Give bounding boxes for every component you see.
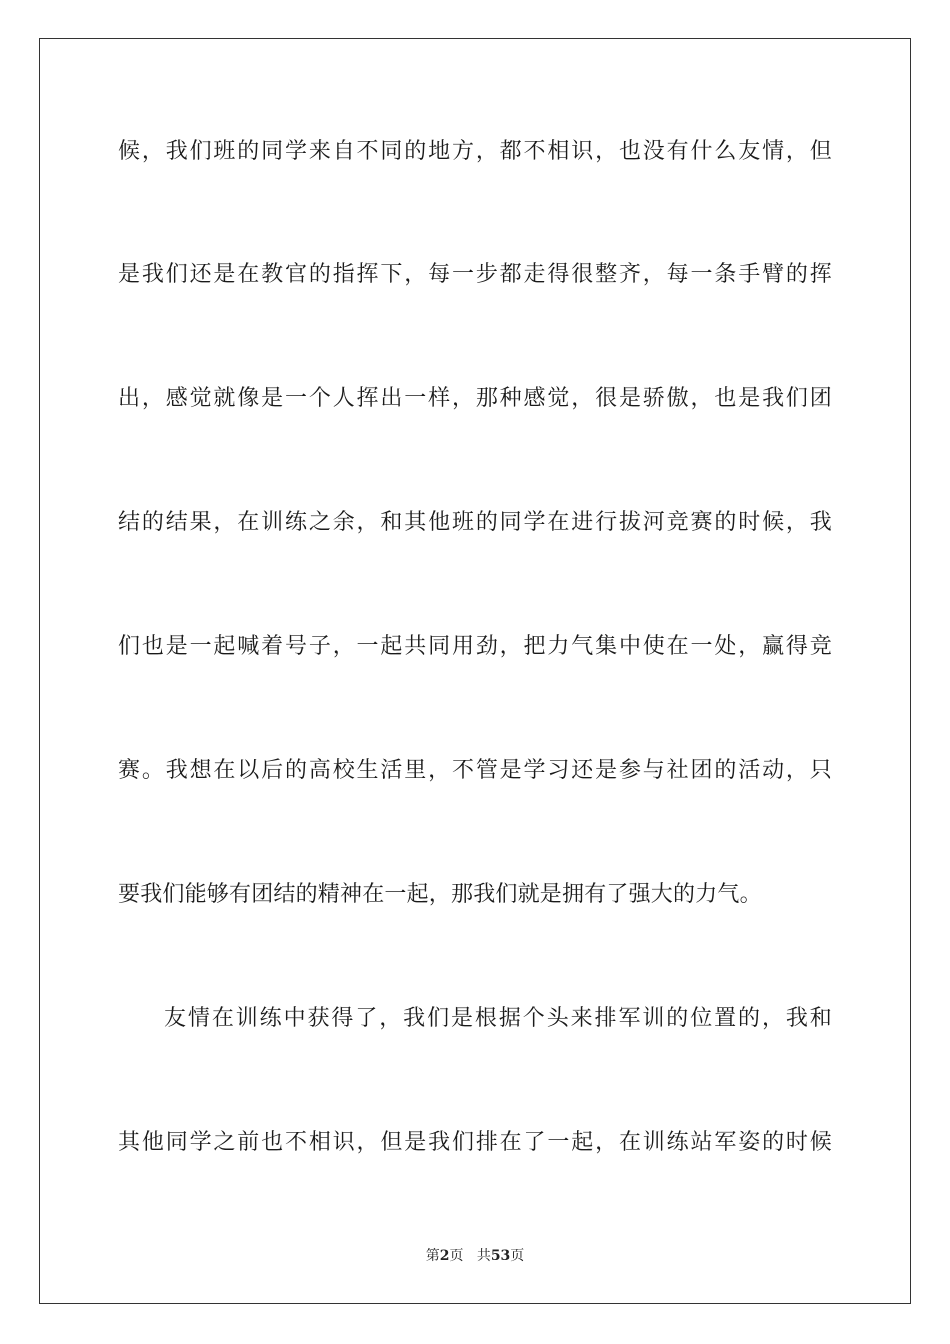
footer-page-prefix: 第	[425, 1248, 440, 1264]
page-border	[39, 38, 911, 1304]
paragraph-line: 其他同学之前也不相识，但是我们排在了一起，在训练站军姿的时候	[118, 1130, 832, 1155]
page-footer	[0, 1246, 950, 1266]
paragraph-line: 候，我们班的同学来自不同的地方，都不相识，也没有什么友情，但	[118, 139, 832, 164]
paragraph-line: 是我们还是在教官的指挥下，每一步都走得很整齐，每一条手臂的挥	[118, 262, 832, 287]
paragraph-line: 赛。我想在以后的高校生活里，不管是学习还是参与社团的活动，只	[118, 758, 832, 783]
paragraph-line-last: 要我们能够有团结的精神在一起，那我们就是拥有了强大的力气。	[118, 882, 762, 907]
footer-page-number: 2	[439, 1248, 450, 1264]
paragraph-first-line: 友情在训练中获得了，我们是根据个头来排军训的位置的，我和	[164, 1006, 832, 1031]
footer-total-pages: 53	[490, 1248, 511, 1264]
paragraph-line: 们也是一起喊着号子，一起共同用劲，把力气集中使在一处，赢得竞	[118, 634, 832, 659]
footer-total-prefix: 共	[476, 1248, 491, 1264]
paragraph-line: 结的结果，在训练之余，和其他班的同学在进行拔河竞赛的时候，我	[118, 510, 832, 535]
footer-page-suffix: 页	[449, 1248, 464, 1264]
footer-total-suffix: 页	[510, 1248, 525, 1264]
paragraph-line: 出，感觉就像是一个人挥出一样，那种感觉，很是骄傲，也是我们团	[118, 386, 832, 411]
